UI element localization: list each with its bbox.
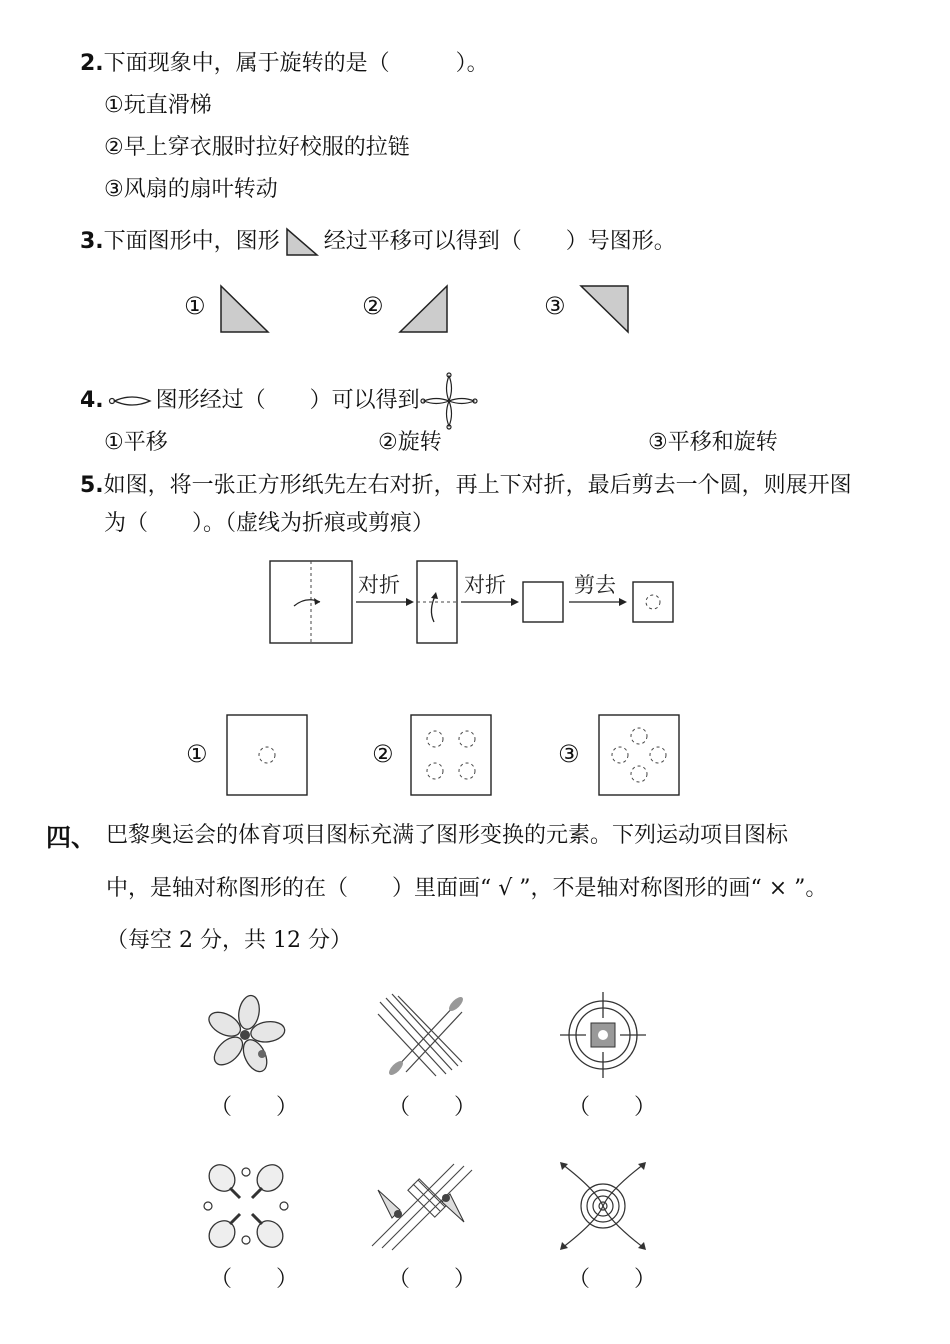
q4-four-leaf-shape-icon [420,372,478,430]
badminton-pinwheel-icon [202,992,288,1078]
q5-answer-figure-3 [598,714,680,796]
q3-number: 3. [80,229,104,254]
answer-blank-1[interactable]: （ ） [210,1095,299,1120]
q2-option-1: ①玩直滑梯 [104,93,212,118]
q5-answer-label-1: ① [186,740,208,768]
q5-folding-diagram [260,558,700,650]
q5-text-line1: 如图，将一张正方形纸先左右对折，再上下对折，最后剪去一个圆，则展开图 [103,473,852,498]
step-label-fold-1: 对折 [358,573,400,597]
q5-number: 5. [80,473,104,498]
q3-text-after: 经过平移可以得到（ ）号图形。 [323,229,676,254]
answer-blank-2[interactable]: （ ） [388,1095,477,1120]
answer-blank-3[interactable]: （ ） [568,1095,657,1120]
q3-text-before: 下面图形中，图形 [103,229,280,254]
section4-line2: 中，是轴对称图形的在（ ）里面画“ √ ”，不是轴对称图形的画“ × ”。 [106,876,828,901]
q4-leaf-shape-icon [108,391,152,411]
q3-label-2: ② [362,292,384,320]
section4-line1: 巴黎奥运会的体育项目图标充满了图形变换的元素。下列运动项目图标 [106,823,789,848]
answer-blank-6[interactable]: （ ） [568,1267,657,1292]
q2-stem [80,49,489,79]
answer-blank-4[interactable]: （ ） [210,1267,299,1292]
step-label-cut: 剪去 [574,573,616,597]
q3-triangle-3 [578,283,632,335]
q5-answer-figure-1 [226,714,308,796]
q4-stem [80,372,478,430]
answer-blank-5[interactable]: （ ） [388,1267,477,1292]
table-tennis-paddles-icon [200,1158,292,1254]
badminton-shuttlecock-icon [368,1160,474,1252]
q5-answer-figure-2 [410,714,492,796]
q4-option-2: ②旋转 [378,430,442,455]
q5-stem-line2: 为（ ）。（虚线为折痕或剪痕） [104,511,435,536]
q2-option-3: ③风扇的扇叶转动 [104,177,278,202]
q4-text-before: 图形经过（ ）可以得到 [155,388,420,413]
q2-number: 2. [80,51,104,76]
q2-text: 下面现象中，属于旋转的是（ ）。 [103,51,489,76]
q3-label-1: ① [184,292,206,320]
q3-source-triangle [284,226,320,258]
q3-triangle-2 [397,283,451,335]
step-label-fold-2: 对折 [464,573,506,597]
archery-target-icon [556,1160,650,1252]
section4-heading: 四、 [46,823,97,852]
shooting-target-icon [558,990,648,1080]
section4-line3: （每空 2 分，共 12 分） [106,928,352,953]
q5-stem-line1 [80,471,852,501]
square-paper [270,561,352,643]
rowing-oars-icon [376,992,466,1078]
half-paper [417,561,457,643]
cut-paper [633,582,673,622]
q5-answer-label-3: ③ [558,740,580,768]
q3-label-3: ③ [544,292,566,320]
quarter-paper [523,582,563,622]
q3-stem [80,226,676,258]
q5-answer-label-2: ② [372,740,394,768]
q4-option-3: ③平移和旋转 [648,430,778,455]
q3-triangle-1 [218,283,272,335]
q4-option-1: ①平移 [104,430,168,455]
q4-number: 4. [80,388,104,413]
q2-option-2: ②早上穿衣服时拉好校服的拉链 [104,135,410,160]
